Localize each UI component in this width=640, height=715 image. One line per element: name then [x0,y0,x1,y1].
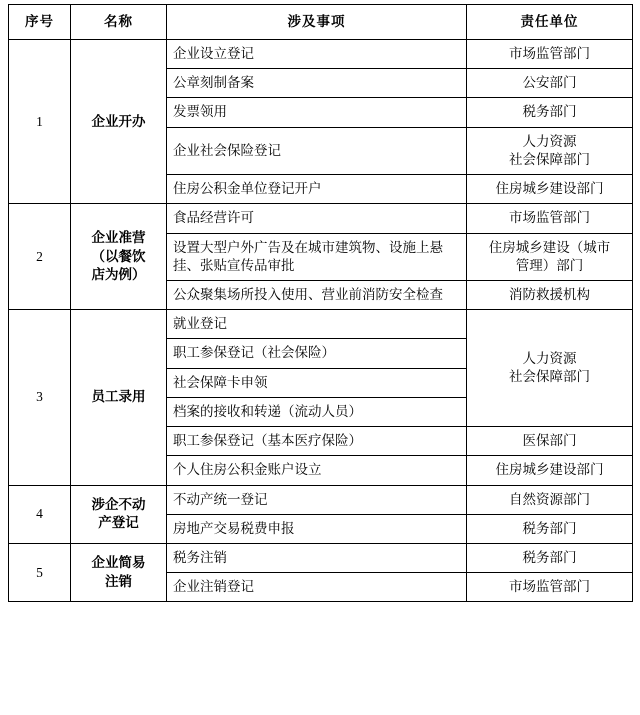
responsible-org-line1: 住房城乡建设（城市 [488,239,611,255]
responsible-org: 税务部门 [467,514,633,543]
table-header [9,5,633,40]
matter-item: 税务注销 [167,543,467,572]
responsible-org: 住房城乡建设部门 [467,456,633,485]
table-row [9,204,633,233]
matter-item: 职工参保登记（基本医疗保险） [167,427,467,456]
table-row [9,40,633,69]
group-name: 员工录用 [71,310,167,485]
group-name [71,543,167,601]
group-name [71,485,167,543]
matter-item: 企业社会保险登记 [167,127,467,174]
responsible-org-line2: 管理）部门 [515,257,584,273]
business-matters-table [8,4,633,602]
table-body [9,40,633,602]
matter-item: 发票领用 [167,98,467,127]
group-name-line1: 企业准营 [91,230,146,246]
group-number: 4 [9,485,71,543]
group-name: 企业开办 [71,40,167,204]
matter-item: 不动产统一登记 [167,485,467,514]
responsible-org: 住房城乡建设部门 [467,175,633,204]
matter-item: 住房公积金单位登记开户 [167,175,467,204]
responsible-org: 自然资源部门 [467,485,633,514]
responsible-org-line1: 人力资源 [522,133,577,149]
matter-item: 企业设立登记 [167,40,467,69]
group-number: 1 [9,40,71,204]
responsible-org: 市场监管部门 [467,40,633,69]
responsible-org: 消防救援机构 [467,280,633,309]
matter-item: 房地产交易税费申报 [167,514,467,543]
responsible-org: 市场监管部门 [467,573,633,602]
responsible-org [467,310,633,427]
column-header-org: 责任单位 [467,5,633,40]
responsible-org: 医保部门 [467,427,633,456]
matter-item: 个人住房公积金账户设立 [167,456,467,485]
matter-item: 职工参保登记（社会保险） [167,339,467,368]
group-number: 5 [9,543,71,601]
responsible-org: 税务部门 [467,98,633,127]
responsible-org: 税务部门 [467,543,633,572]
responsible-org-line1: 人力资源 [522,350,577,366]
responsible-org [467,127,633,174]
matter-item: 设置大型户外广告及在城市建筑物、设施上悬挂、张贴宣传品审批 [167,233,467,280]
group-name-line3: 店为例） [91,266,146,282]
group-number: 3 [9,310,71,485]
table-header-row [9,5,633,40]
matter-item: 就业登记 [167,310,467,339]
responsible-org [467,233,633,280]
matter-item: 食品经营许可 [167,204,467,233]
table-row [9,310,633,339]
matter-item: 公众聚集场所投入使用、营业前消防安全检查 [167,280,467,309]
column-header-item: 涉及事项 [167,5,467,40]
matter-item: 社会保障卡申领 [167,368,467,397]
document-page [0,4,640,715]
matter-item: 公章刻制备案 [167,69,467,98]
responsible-org: 公安部门 [467,69,633,98]
table-row [9,485,633,514]
group-name-line2: 产登记 [98,515,139,531]
group-name-line1: 涉企不动 [91,497,146,512]
matter-item: 档案的接收和转递（流动人员） [167,397,467,426]
table-row [9,543,633,572]
column-header-no: 序号 [9,5,71,40]
group-number: 2 [9,204,71,310]
responsible-org: 市场监管部门 [467,204,633,233]
group-name-line1: 企业简易 [91,555,146,571]
column-header-name: 名称 [71,5,167,40]
responsible-org-line2: 社会保障部门 [509,151,590,167]
group-name-line2: （以餐饮 [91,248,146,264]
matter-item: 企业注销登记 [167,573,467,602]
group-name-line2: 注销 [105,573,132,589]
responsible-org-line2: 社会保障部门 [509,369,590,385]
group-name [71,204,167,310]
